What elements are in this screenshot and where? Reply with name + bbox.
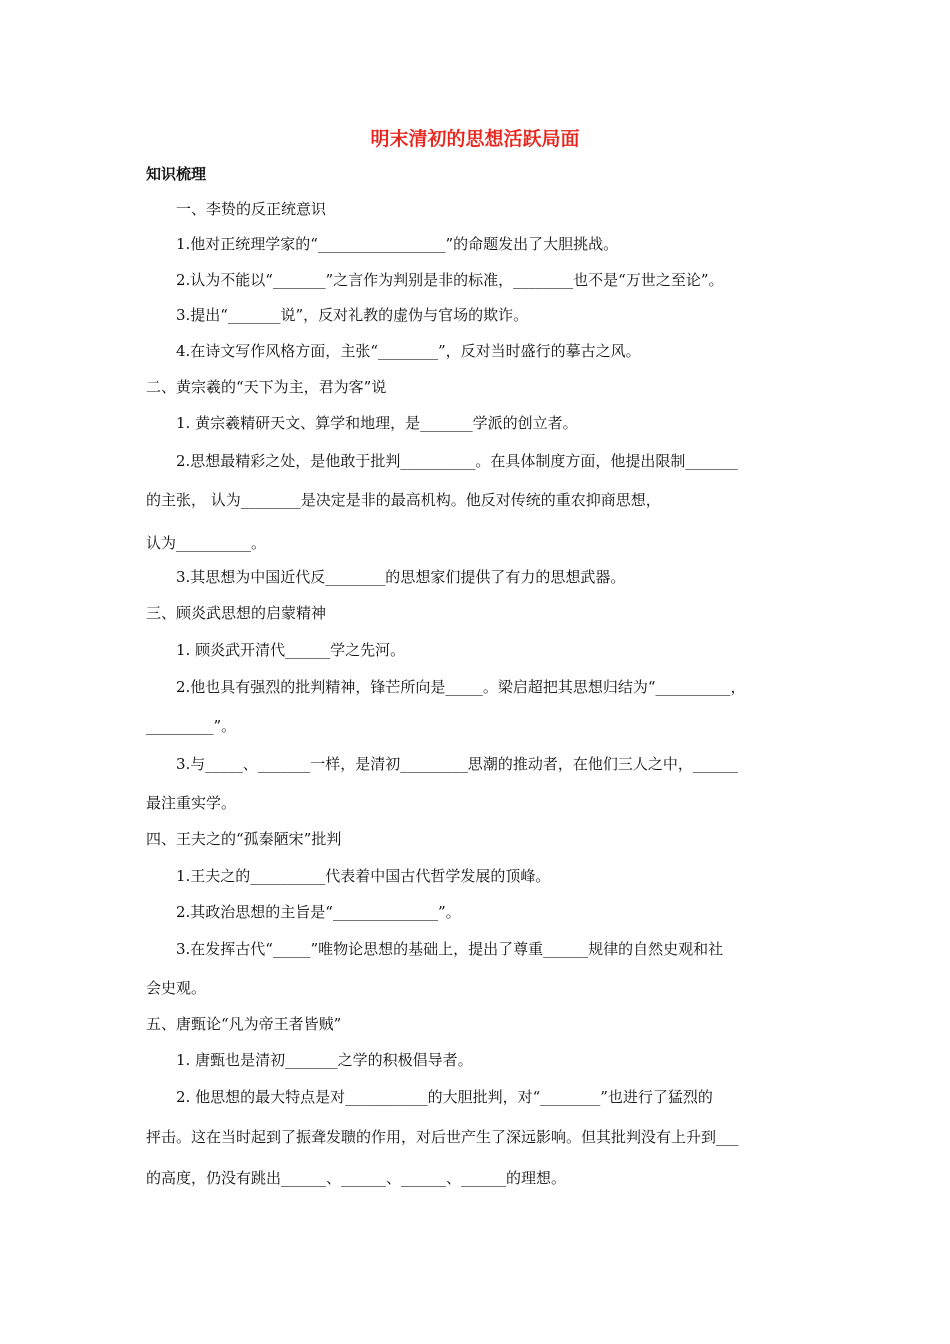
- text-line: 2. 他思想的最大特点是对___________的大胆批判，对“________”也进行了猛烈的: [176, 1088, 713, 1106]
- text-line: 会史观。: [146, 979, 207, 997]
- text-line: 认为__________。: [146, 534, 267, 552]
- text-line: 1.王夫之的__________代表着中国古代哲学发展的顶峰。: [176, 867, 551, 885]
- text-line: 2.其政治思想的主旨是“______________”。: [176, 903, 461, 921]
- text-line: 的主张， 认为________是决定是非的最高机构。他反对传统的重农抑商思想，: [146, 491, 661, 509]
- text-line: 3.在发挥古代“_____”唯物论思想的基础上，提出了尊重______规律的自然史观和社: [176, 940, 724, 958]
- text-line: 1. 黄宗羲精研天文、算学和地理，是_______学派的创立者。: [176, 414, 578, 432]
- text-line: 1. 唐甄也是清初_______之学的积极倡导者。: [176, 1051, 473, 1069]
- text-line: 2.思想最精彩之处，是他敢于批判__________。在具体制度方面，他提出限制_______: [176, 452, 738, 470]
- page-title: 明末清初的思想活跃局面: [370, 128, 580, 150]
- heading-huang-zongxi: 二、黄宗羲的“天下为主，君为客”说: [146, 378, 387, 396]
- section-heading: 知识梳理: [146, 165, 207, 183]
- text-line: 3.与_____、_______一样，是清初_________思潮的推动者，在他们三人之中，______: [176, 755, 738, 773]
- text-line: 2.他也具有强烈的批判精神，锋芒所向是_____。梁启超把其思想归结为“__________，: [176, 678, 746, 696]
- heading-li-zhi: 一、李贽的反正统意识: [176, 200, 327, 218]
- text-line: 2.认为不能以“_______”之言作为判别是非的标准，________也不是“万世之至论”。: [176, 271, 724, 289]
- text-line: 3.其思想为中国近代反________的思想家们提供了有力的思想武器。: [176, 568, 626, 586]
- heading-tang-zhen: 五、唐甄论“凡为帝王者皆贼”: [146, 1015, 342, 1033]
- text-line: 1.他对正统理学家的“_________________”的命题发出了大胆挑战。: [176, 235, 619, 253]
- text-line: 1. 顾炎武开清代______学之先河。: [176, 641, 406, 659]
- text-line: _________”。: [146, 717, 237, 735]
- text-line: 3.提出“_______说”，反对礼教的虚伪与官场的欺诈。: [176, 306, 529, 324]
- heading-gu-yanwu: 三、顾炎武思想的启蒙精神: [146, 604, 327, 622]
- text-line: 抨击。这在当时起到了振聋发聩的作用，对后世产生了深远影响。但其批判没有上升到___: [146, 1128, 739, 1146]
- text-line: 最注重实学。: [146, 794, 237, 812]
- text-line: 的高度，仍没有跳出______、______、______、______的理想。: [146, 1169, 567, 1187]
- text-line: 4.在诗文写作风格方面，主张“________”，反对当时盛行的摹古之风。: [176, 342, 641, 360]
- heading-wang-fuzhi: 四、王夫之的“孤秦陋宋”批判: [146, 830, 342, 848]
